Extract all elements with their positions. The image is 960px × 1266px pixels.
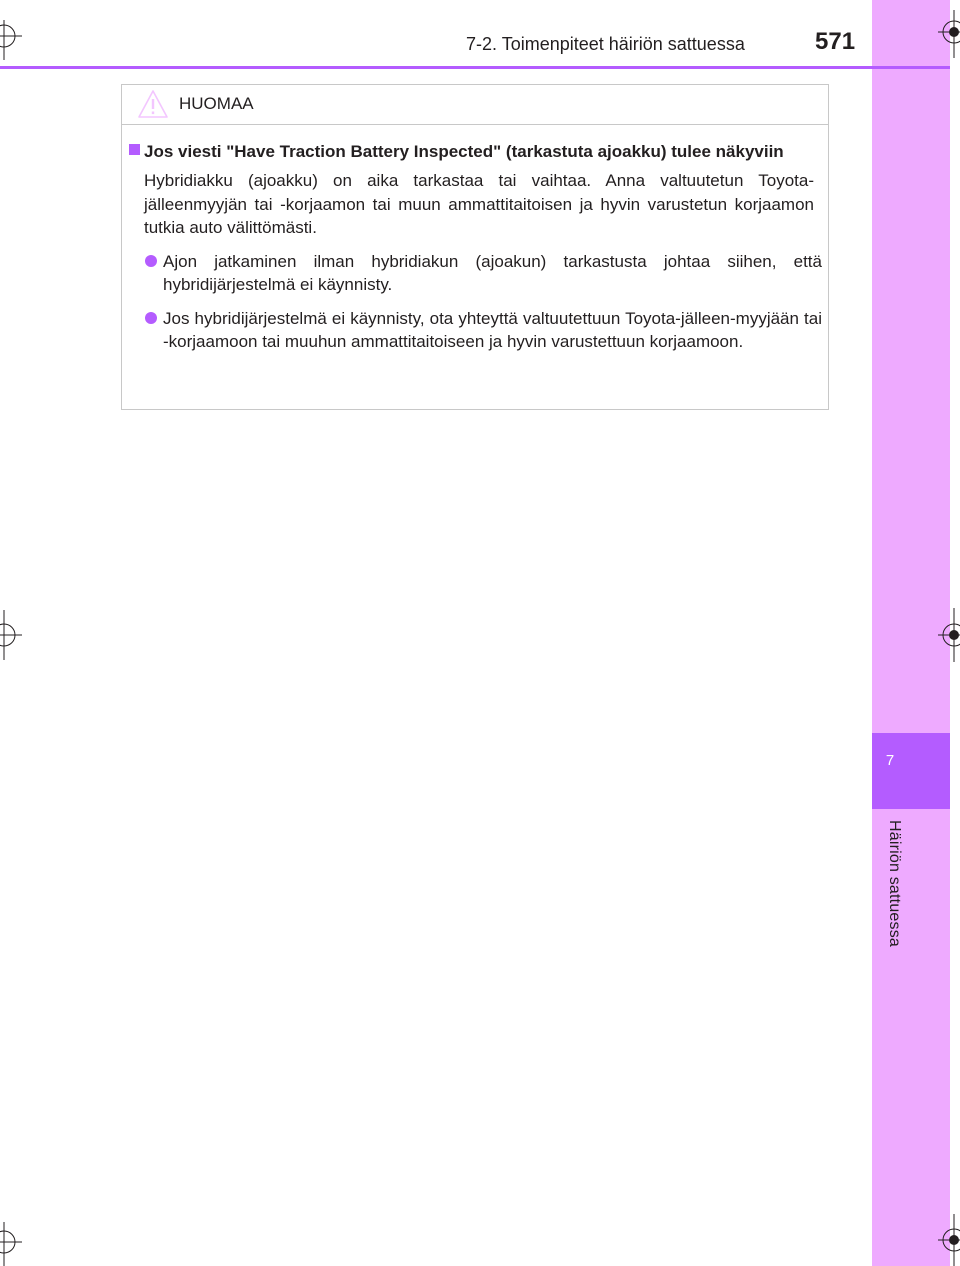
registration-mark-mid-right-icon	[934, 608, 960, 662]
page-number: 571	[815, 28, 856, 55]
notice-box	[121, 84, 829, 410]
chapter-number: 7	[885, 752, 895, 769]
circle-bullet-icon	[145, 312, 157, 324]
notice-header	[122, 85, 828, 125]
square-bullet-icon	[129, 144, 140, 155]
notice-heading-row	[122, 140, 828, 163]
circle-bullet-icon	[145, 255, 157, 267]
list-item-text: Ajon jatkaminen ilman hybridiakun (ajoakun) tarkastusta johtaa siihen, että hybridijärjestelmä ei käynnisty.	[163, 251, 822, 294]
notice-heading: Jos viesti "Have Traction Battery Inspected" (tarkastuta ajoakku) tulee näkyviin	[144, 142, 784, 161]
list-item	[122, 307, 828, 354]
registration-mark-bottom-left-icon	[0, 1222, 22, 1266]
chapter-number-block	[872, 733, 950, 809]
notice-content	[122, 140, 828, 354]
list-item	[122, 250, 828, 297]
warning-triangle-icon	[137, 89, 169, 119]
header-divider	[0, 66, 950, 69]
registration-mark-top-right-icon	[934, 10, 960, 58]
registration-mark-bottom-right-icon	[934, 1214, 960, 1266]
list-item-text: Jos hybridijärjestelmä ei käynnisty, ota yhteyttä valtuutettuun Toyota-jälleen-myyjään tai -korjaamoon tai muuhun ammattitaitoiseen ja hyvin varustettuun korjaamoon.	[163, 308, 822, 351]
header-section-title: 7-2. Toimenpiteet häiriön sattuessa	[466, 34, 745, 54]
registration-mark-mid-left-icon	[0, 610, 22, 660]
notice-paragraph: Hybridiakku (ajoakku) on aika tarkastaa tai vaihtaa. Anna valtuutetun Toyota-jälleenmyyjän tai -korjaamon tai muun ammattitaitoisen ja hyvin varustetun korjaamon tutkia auto välittömästi.	[144, 171, 814, 237]
notice-title: HUOMAA	[179, 94, 254, 113]
chapter-title: Häiriön sattuessa	[886, 820, 903, 948]
registration-mark-top-left-icon	[0, 20, 22, 60]
